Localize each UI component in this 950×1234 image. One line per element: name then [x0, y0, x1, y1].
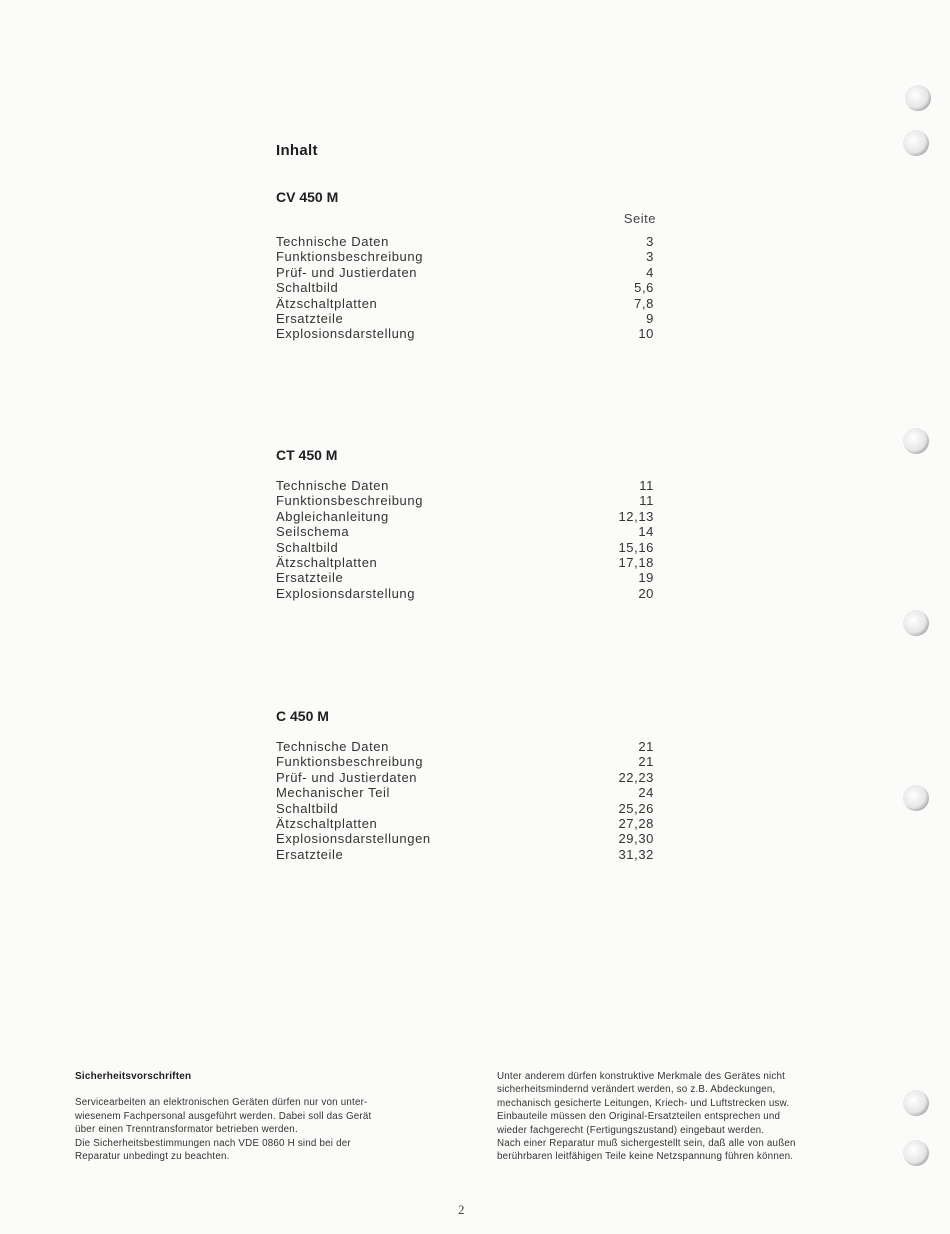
safety-text-line: Die Sicherheitsbestimmungen nach VDE 0860 H sind bei der — [75, 1137, 351, 1149]
punch-hole — [903, 1090, 929, 1116]
toc-entry-page: 27,28 — [618, 815, 654, 831]
toc-entry-label: Ätzschaltplatten — [276, 554, 378, 570]
toc-entry-label: Ersatzteile — [276, 310, 344, 326]
toc-entry-page: 11 — [639, 478, 654, 493]
section-heading: CT 450 M — [276, 447, 338, 463]
section-heading: C 450 M — [276, 708, 329, 724]
toc-list — [276, 739, 654, 862]
toc-entry-label: Technische Daten — [276, 478, 389, 493]
toc-entry-page: 3 — [646, 249, 654, 265]
safety-text-line: mechanisch gesicherte Leitungen, Kriech- und Luftstrecken usw. — [497, 1097, 790, 1109]
page-number: 2 — [458, 1202, 465, 1217]
toc-section-c-450-m — [276, 708, 656, 868]
toc-entry-label: Prüf- und Justierdaten — [276, 264, 418, 280]
toc-entry — [276, 265, 654, 280]
toc-entry-page: 7,8 — [634, 295, 654, 311]
toc-entry-label: Ätzschaltplatten — [276, 815, 378, 831]
toc-section-ct-450-m — [276, 447, 656, 607]
safety-text-line: Nach einer Reparatur muß sichergestellt sein, daß alle von außen — [497, 1138, 796, 1150]
toc-list — [276, 234, 654, 342]
toc-entry — [276, 478, 654, 493]
toc-entry-page: 12,13 — [618, 508, 654, 524]
toc-entry — [276, 754, 654, 769]
toc-entry — [276, 311, 654, 326]
toc-entry-page: 15,16 — [618, 539, 654, 555]
page-title: Inhalt — [276, 142, 318, 159]
toc-entry-label: Seilschema — [276, 524, 350, 540]
toc-entry-label: Explosionsdarstellung — [276, 326, 416, 342]
toc-entry-label: Funktionsbeschreibung — [276, 754, 424, 770]
toc-entry-label: Technische Daten — [276, 739, 389, 754]
safety-text-line: Unter anderem dürfen konstruktive Merkmale des Gerätes nicht — [497, 1071, 786, 1082]
toc-entry-page: 25,26 — [618, 800, 654, 816]
safety-notes-left — [75, 1070, 435, 1163]
toc-list — [276, 478, 654, 601]
toc-entry — [276, 570, 654, 585]
toc-entry — [276, 234, 654, 249]
toc-entry-page: 31,32 — [618, 846, 654, 862]
toc-entry — [276, 770, 654, 785]
toc-entry — [276, 816, 654, 831]
toc-entry-page: 24 — [638, 785, 654, 801]
toc-entry-page: 11 — [639, 493, 654, 509]
toc-entry-label: Funktionsbeschreibung — [276, 493, 424, 509]
toc-entry-label: Schaltbild — [276, 539, 339, 555]
safety-text-line: sicherheitsmindernd verändert werden, so z.B. Abdeckungen, — [497, 1084, 776, 1096]
safety-text-line: über einen Trenntransformator betrieben werden. — [75, 1124, 298, 1136]
punch-hole — [903, 785, 929, 811]
toc-entry — [276, 739, 654, 754]
toc-entry-page: 29,30 — [618, 831, 654, 847]
toc-entry-label: Schaltbild — [276, 800, 339, 816]
toc-entry — [276, 249, 654, 264]
toc-entry-label: Schaltbild — [276, 280, 339, 296]
toc-entry-label: Ersatzteile — [276, 570, 344, 586]
toc-entry-label: Abgleichanleitung — [276, 508, 389, 524]
toc-entry-page: 5,6 — [634, 280, 654, 296]
toc-entry-label: Explosionsdarstellung — [276, 585, 416, 601]
toc-entry — [276, 801, 654, 816]
toc-entry-label: Ätzschaltplatten — [276, 295, 378, 311]
safety-text-line: wieder fachgerecht (Fertigungszustand) eingebaut werden. — [497, 1124, 765, 1136]
column-label-seite: Seite — [623, 211, 656, 226]
toc-entry-page: 21 — [638, 739, 654, 754]
toc-entry-page: 20 — [638, 585, 654, 601]
punch-hole — [903, 1140, 929, 1166]
toc-entry — [276, 540, 654, 555]
safety-heading: Sicherheitsvorschriften — [75, 1071, 192, 1082]
toc-entry — [276, 785, 654, 800]
punch-hole — [903, 130, 929, 156]
toc-entry — [276, 296, 654, 311]
toc-entry-page: 10 — [638, 326, 654, 342]
toc-entry — [276, 509, 654, 524]
toc-entry — [276, 831, 654, 846]
toc-entry — [276, 586, 654, 601]
toc-entry-page: 22,23 — [618, 769, 654, 785]
punch-hole — [903, 428, 929, 454]
toc-entry — [276, 847, 654, 862]
toc-entry — [276, 493, 654, 508]
toc-entry-label: Mechanischer Teil — [276, 785, 391, 801]
toc-entry-page: 21 — [638, 754, 654, 770]
safety-text-line: Reparatur unbedingt zu beachten. — [75, 1151, 230, 1163]
safety-text-line: wiesenem Fachpersonal ausgeführt werden. Dabei soll das Gerät — [75, 1110, 372, 1122]
toc-entry — [276, 524, 654, 539]
safety-text-line: Servicearbeiten an elektronischen Geräten dürfen nur von unter- — [75, 1097, 368, 1109]
toc-entry-page: 4 — [646, 264, 654, 280]
punch-hole — [903, 610, 929, 636]
toc-entry-page: 9 — [646, 310, 654, 326]
toc-entry — [276, 555, 654, 570]
toc-entry-label: Explosionsdarstellungen — [276, 831, 431, 847]
safety-text-line: berührbaren leitfähigen Teile keine Netzspannung führen können. — [497, 1151, 794, 1163]
toc-entry-label: Prüf- und Justierdaten — [276, 769, 418, 785]
toc-entry-page: 19 — [638, 570, 654, 586]
toc-entry-label: Ersatzteile — [276, 846, 344, 862]
toc-entry-page: 14 — [638, 524, 654, 540]
toc-section-cv-450-m — [276, 189, 656, 349]
toc-entry-page: 3 — [646, 234, 654, 249]
safety-notes-right — [497, 1070, 857, 1164]
punch-hole — [905, 85, 931, 111]
safety-text-line: Einbauteile müssen den Original-Ersatzteilen entsprechen und — [497, 1111, 781, 1123]
toc-entry-label: Funktionsbeschreibung — [276, 249, 424, 265]
toc-entry-label: Technische Daten — [276, 234, 389, 249]
toc-entry — [276, 326, 654, 341]
toc-entry-page: 17,18 — [618, 554, 654, 570]
section-heading: CV 450 M — [276, 189, 339, 205]
toc-entry — [276, 280, 654, 295]
